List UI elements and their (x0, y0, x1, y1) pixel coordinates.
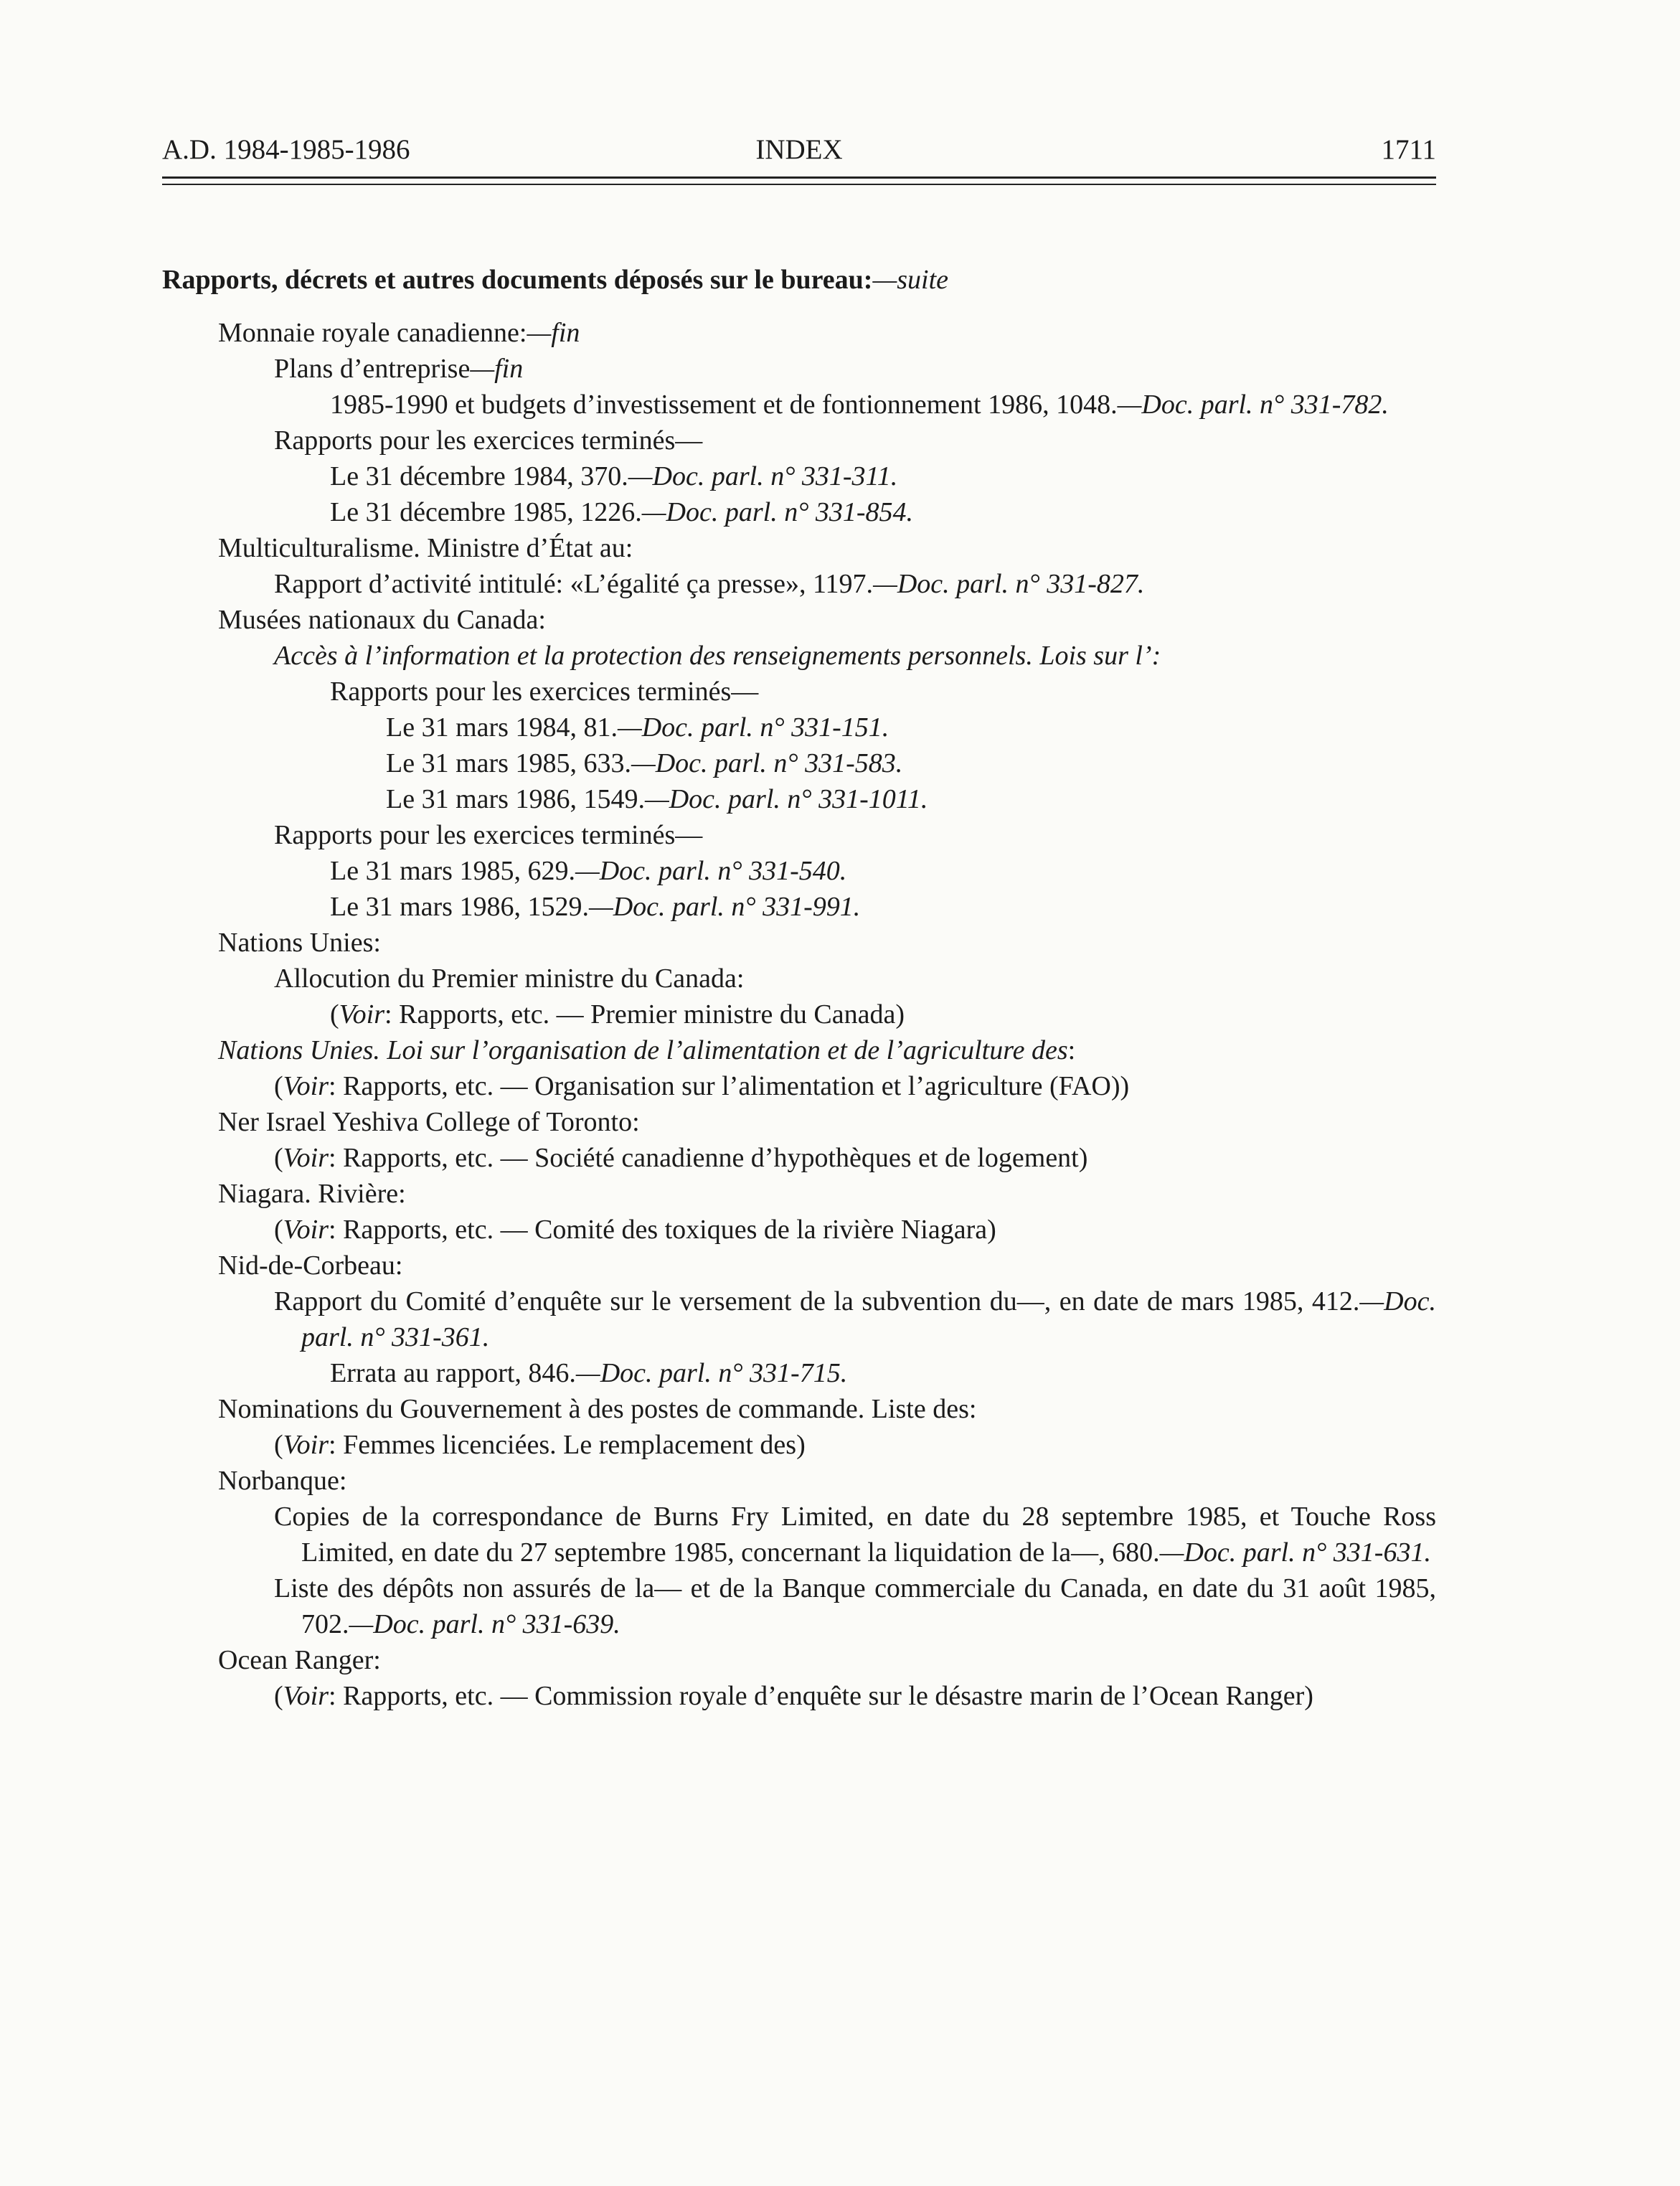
index-entry: Le 31 décembre 1985, 1226.—Doc. parl. n° 331-854. (330, 497, 914, 527)
index-entry: Ner Israel Yeshiva College of Toronto: (218, 1107, 640, 1137)
index-entry: Le 31 mars 1985, 633.—Doc. parl. n° 331-583. (386, 748, 903, 778)
index-entry: Rapports pour les exercices terminés— (274, 425, 703, 456)
header-rule-double (162, 184, 1436, 185)
section-title-suffix: —suite (872, 265, 949, 295)
index-entry: Le 31 mars 1984, 81.—Doc. parl. n° 331-151. (386, 712, 889, 743)
index-entry: Allocution du Premier ministre du Canada: (274, 964, 745, 994)
index-entry: Plans d’entreprise—fin (274, 354, 524, 384)
index-entry: Nations Unies: (218, 928, 381, 958)
index-entry: Nominations du Gouvernement à des postes de commande. Liste des: (218, 1394, 977, 1424)
page-number: 1711 (1381, 134, 1436, 165)
section-title-text: Rapports, décrets et autres documents déposés sur le bureau: (162, 265, 873, 295)
index-entry: Multiculturalisme. Ministre d’État au: (218, 533, 633, 563)
index-entry: Copies de la correspondance de Burns Fry Limited, en date du 28 septembre 1985, et Touche Ross Limited, en date du 27 septembre 1985, concernant la liquidation de la—, 680.—Doc. parl. n° 331-631. (274, 1502, 1436, 1568)
see-reference: (Voir: Rapports, etc. — Organisation sur l’alimentation et l’agriculture (FAO)) (274, 1071, 1130, 1101)
index-entry: Ocean Ranger: (218, 1645, 381, 1675)
index-entry: Liste des dépôts non assurés de la— et de la Banque commerciale du Canada, en date du 31 août 1985, 702.—Doc. parl. n° 331-639. (274, 1573, 1436, 1639)
index-entry: Le 31 mars 1986, 1529.—Doc. parl. n° 331-991. (330, 892, 861, 922)
see-reference: (Voir: Rapports, etc. — Société canadienne d’hypothèques et de logement) (274, 1143, 1088, 1173)
index-content (162, 262, 1436, 1714)
section-title (162, 262, 1436, 298)
header-years: A.D. 1984-1985-1986 (162, 134, 410, 165)
index-entry: Rapports pour les exercices terminés— (274, 820, 703, 850)
index-entry: Nations Unies. Loi sur l’organisation de l’alimentation et de l’agriculture des: (218, 1035, 1076, 1065)
see-reference: (Voir: Rapports, etc. — Comité des toxiques de la rivière Niagara) (274, 1215, 996, 1245)
index-entry: Niagara. Rivière: (218, 1179, 406, 1209)
index-entry: Musées nationaux du Canada: (218, 605, 546, 635)
index-entry: Accès à l’information et la protection des renseignements personnels. Lois sur l’: (274, 641, 1161, 671)
index-entry: Rapport d’activité intitulé: «L’égalité ça presse», 1197.—Doc. parl. n° 331-827. (274, 569, 1145, 599)
header-rule (162, 176, 1436, 179)
see-reference: (Voir: Rapports, etc. — Premier ministre du Canada) (330, 999, 905, 1030)
index-entry: Norbanque: (218, 1466, 347, 1496)
see-reference: (Voir: Femmes licenciées. Le remplacement des) (274, 1430, 806, 1460)
index-entry: Le 31 mars 1986, 1549.—Doc. parl. n° 331-1011. (386, 784, 928, 814)
index-entry: Errata au rapport, 846.—Doc. parl. n° 331-715. (330, 1358, 848, 1388)
index-entry: Le 31 mars 1985, 629.—Doc. parl. n° 331-540. (330, 856, 847, 886)
index-entry: Nid-de-Corbeau: (218, 1250, 403, 1281)
page-header (162, 133, 1436, 174)
see-reference: (Voir: Rapports, etc. — Commission royale d’enquête sur le désastre marin de l’Ocean Ranger) (274, 1681, 1313, 1711)
index-entry: Le 31 décembre 1984, 370.—Doc. parl. n° 331-311. (330, 461, 898, 491)
index-entry: Rapport du Comité d’enquête sur le versement de la subvention du—, en date de mars 1985, 412.—Doc. parl. n° 331-361. (274, 1286, 1436, 1352)
index-entry: Rapports pour les exercices terminés— (330, 677, 759, 707)
header-title: INDEX (755, 134, 843, 165)
index-entry: Monnaie royale canadienne:—fin (218, 318, 580, 348)
index-entry: 1985-1990 et budgets d’investissement et de fontionnement 1986, 1048.—Doc. parl. n° 331-782. (330, 390, 1389, 420)
